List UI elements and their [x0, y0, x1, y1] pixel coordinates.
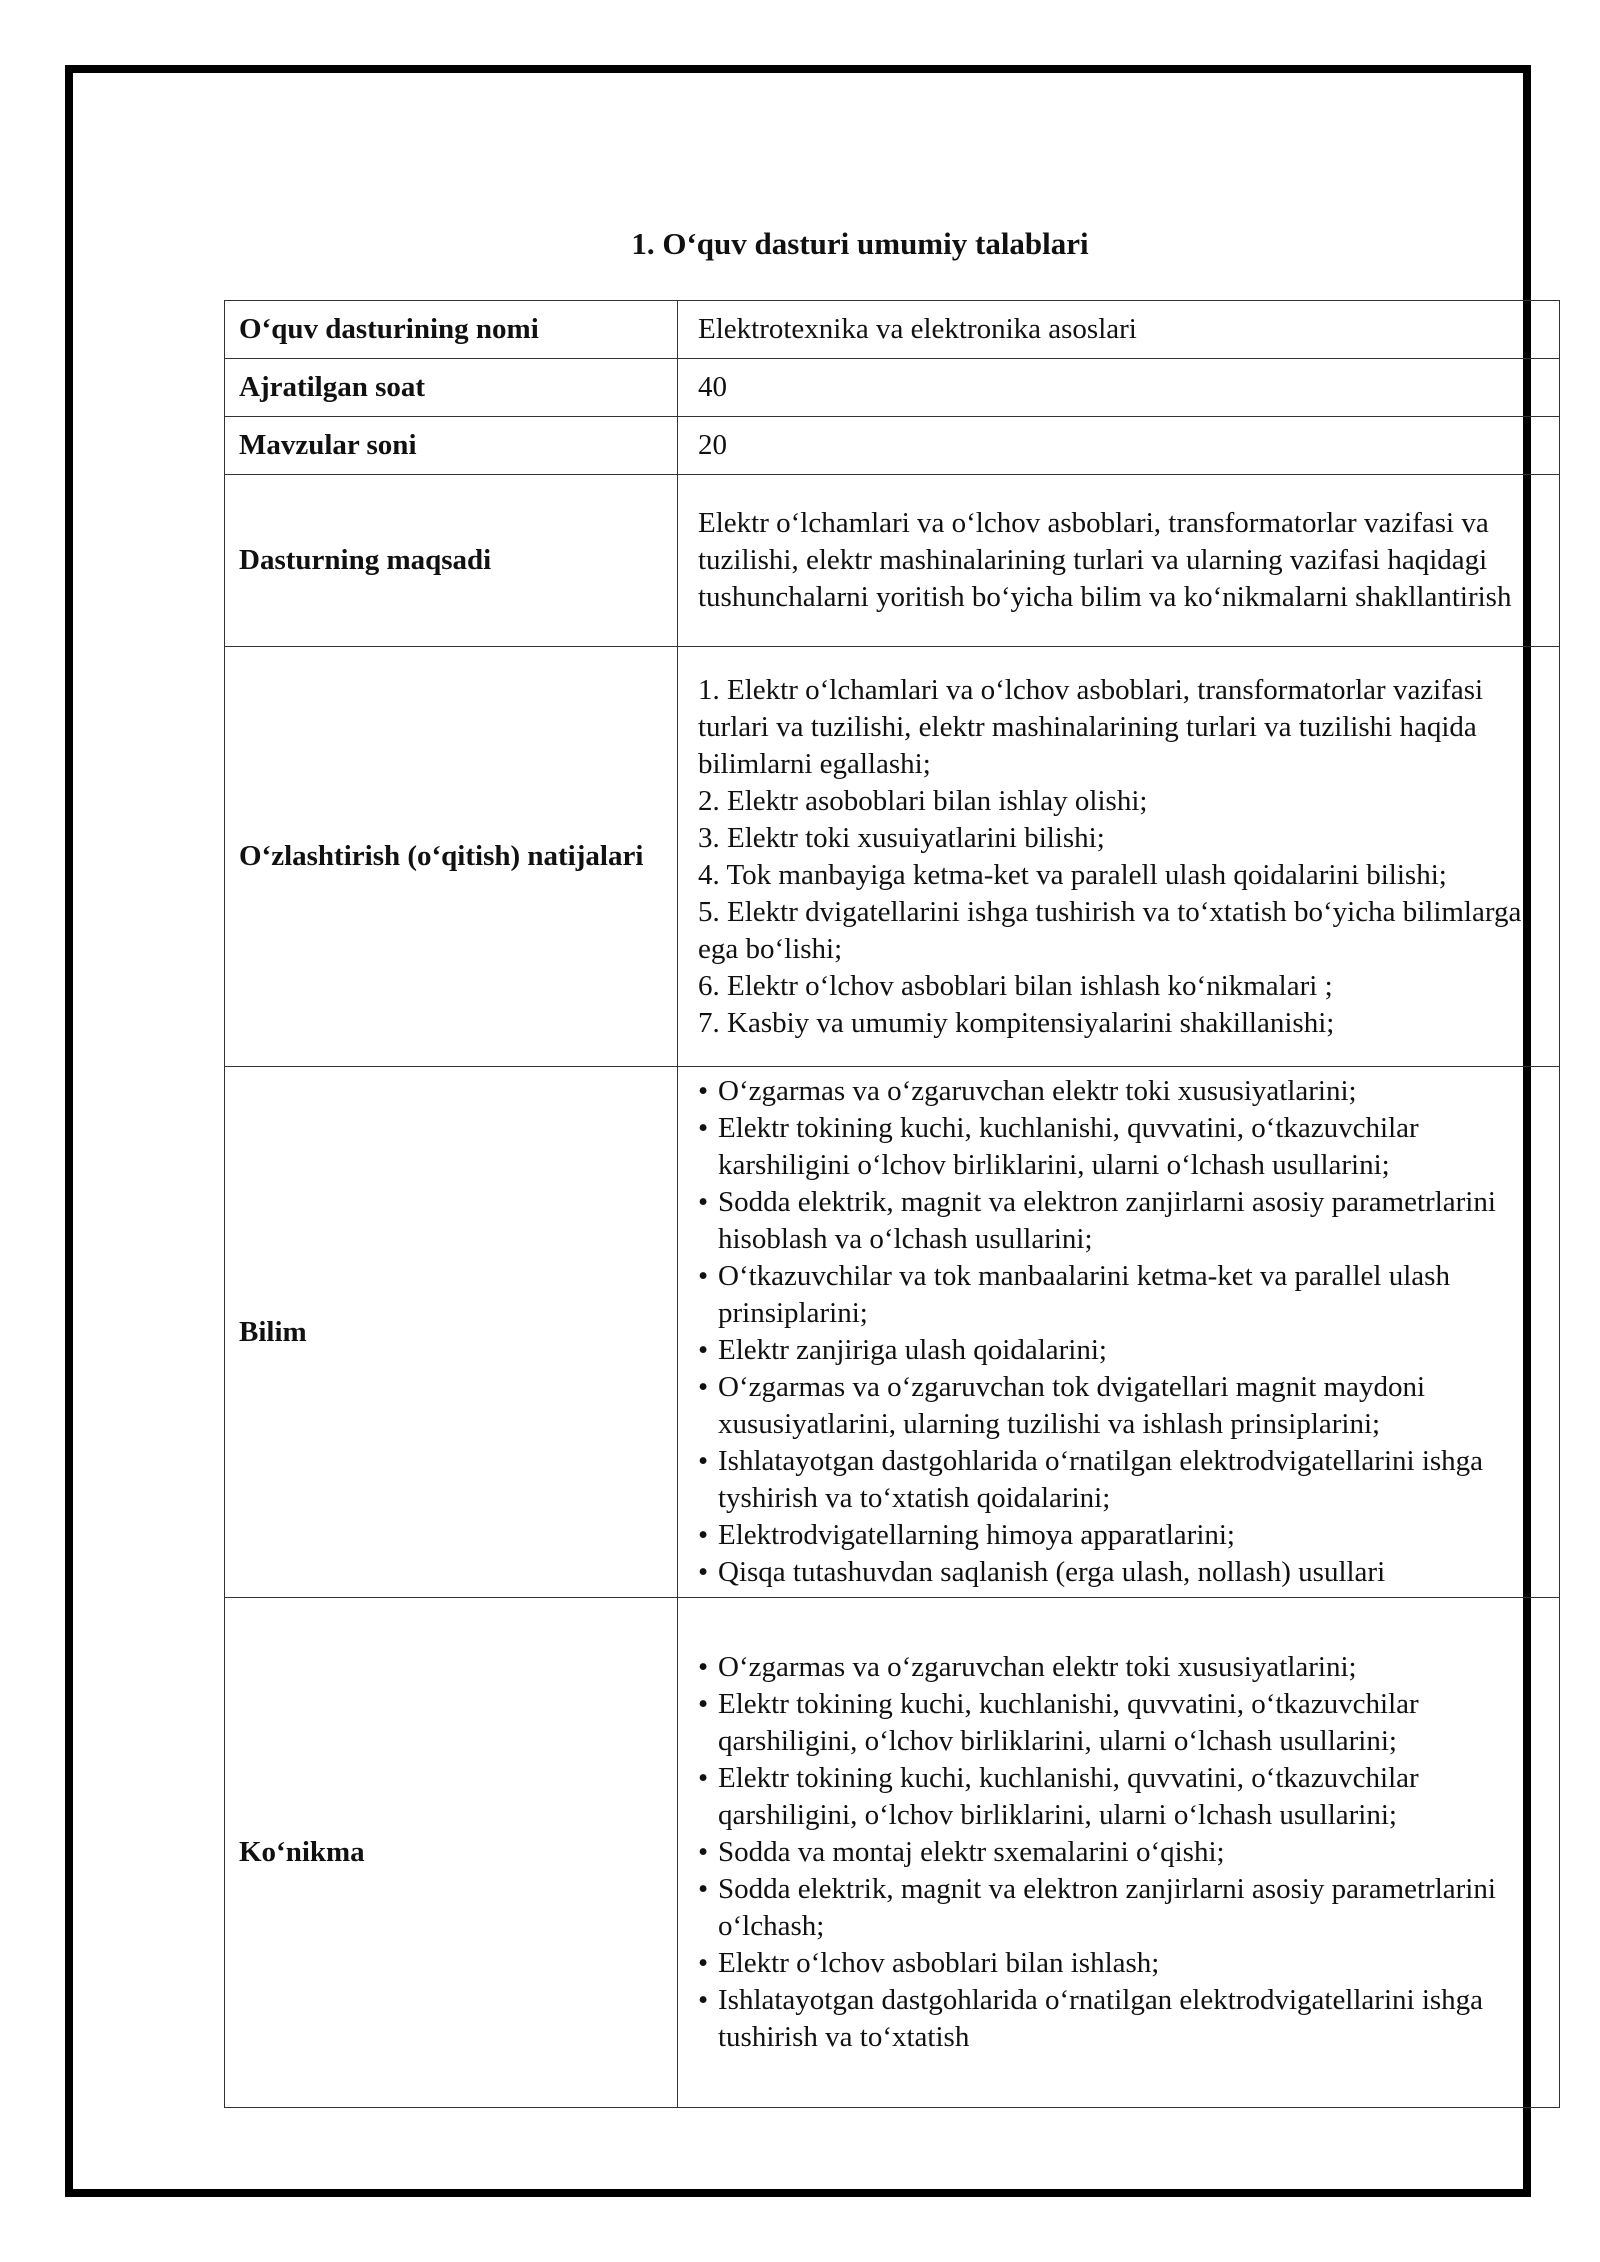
bullet-icon: • — [698, 1984, 709, 2016]
row-value: 20 — [678, 417, 1560, 475]
bullet-icon: • — [698, 1186, 709, 1218]
list-item: • Elektr tokining kuchi, kuchlanishi, quvvatini, o‘tkazuvchilar qarshiligini, o‘lchov birliklarini, ularni o‘lchash usullarini; — [698, 1688, 1419, 1757]
row-label: Mavzular soni — [225, 417, 678, 475]
bullet-icon: • — [698, 1947, 709, 1979]
results-list — [698, 672, 1539, 1042]
table-row — [225, 359, 1560, 417]
list-item: 7. Kasbiy va umumiy kompitensiyalarini shakillanishi; — [698, 1006, 1335, 1039]
row-value: Elektrotexnika va elektronika asoslari — [678, 301, 1560, 359]
list-item: • Elektr tokining kuchi, kuchlanishi, quvvatini, o‘tkazuvchilar qarshiligini, o‘lchov birliklarini, ularni o‘lchash usullarini; — [698, 1762, 1419, 1831]
row-value — [678, 1598, 1560, 2108]
bullet-icon: • — [698, 1556, 709, 1588]
list-item: • O‘tkazuvchilar va tok manbaalarini ketma-ket va parallel ulash prinsiplarini; — [698, 1260, 1450, 1329]
bullet-icon: • — [698, 1519, 709, 1551]
list-item: 2. Elektr asoboblari bilan ishlay olishi; — [698, 784, 1148, 817]
row-label: O‘zlashtirish (o‘qitish) natijalari — [225, 647, 678, 1067]
bullet-icon: • — [698, 1075, 709, 1107]
bullet-icon: • — [698, 1112, 709, 1144]
list-item: • Elektrodvigatellarning himoya apparatlarini; — [698, 1517, 1539, 1554]
bullet-icon: • — [698, 1445, 709, 1477]
list-item: 4. Tok manbayiga ketma-ket va paralell ulash qoidalarini bilishi; — [698, 858, 1447, 891]
knowledge-list — [698, 1073, 1539, 1591]
bullet-icon: • — [698, 1688, 709, 1720]
skill-list — [698, 1649, 1539, 2056]
bullet-icon: • — [698, 1873, 709, 1905]
row-label: Bilim — [225, 1067, 678, 1598]
list-item: • Sodda elektrik, magnit va elektron zanjirlarni asosiy parametrlarini hisoblash va o‘lchash usullarini; — [698, 1186, 1496, 1255]
table-row — [225, 647, 1560, 1067]
row-value — [678, 1067, 1560, 1598]
row-label: O‘quv dasturining nomi — [225, 301, 678, 359]
requirements-table — [224, 300, 1560, 2108]
list-item: • O‘zgarmas va o‘zgaruvchan elektr toki xususiyatlarini; — [698, 1073, 1539, 1110]
bullet-icon: • — [698, 1334, 709, 1366]
table-row — [225, 417, 1560, 475]
row-label: Ajratilgan soat — [225, 359, 678, 417]
list-item: • Ishlatayotgan dastgohlarida o‘rnatilgan elektrodvigatellarini ishga tyshirish va to‘xtatish qoidalarini; — [698, 1445, 1484, 1514]
row-value: Elektr o‘lchamlari va o‘lchov asboblari, transformatorlar vazifasi va tuzilishi, elektr mashinalarining turlari va ularning vazifasi haqidagi tushunchalarni yoritish bo‘yicha bilim va ko‘nikmalarni shakllantirish — [678, 475, 1560, 647]
bullet-icon: • — [698, 1762, 709, 1794]
row-value — [678, 647, 1560, 1067]
row-label: Dasturning maqsadi — [225, 475, 678, 647]
row-value: 40 — [678, 359, 1560, 417]
list-item: 3. Elektr toki xusuiyatlarini bilishi; — [698, 821, 1105, 854]
list-item: • Elektr tokining kuchi, kuchlanishi, quvvatini, o‘tkazuvchilar karshiligini o‘lchov birliklarini, ularni o‘lchash usullarini; — [698, 1112, 1419, 1181]
list-item: 1. Elektr o‘lchamlari va o‘lchov asboblari, transformatorlar vazifasi turlari va tuzilishi, elektr mashinalarining turlari va tuzilishi haqida bilimlarni egallashi; — [698, 673, 1484, 780]
list-item: 5. Elektr dvigatellarini ishga tushirish va to‘xtatish bo‘yicha bilimlarga ega bo‘lishi; — [698, 895, 1522, 965]
table-row — [225, 1067, 1560, 1598]
list-item: • Sodda elektrik, magnit va elektron zanjirlarni asosiy parametrlarini o‘lchash; — [698, 1873, 1496, 1942]
list-item: • Elektr zanjiriga ulash qoidalarini; — [698, 1332, 1539, 1369]
list-item: • Ishlatayotgan dastgohlarida o‘rnatilgan elektrodvigatellarini ishga tushirish va to‘xtatish — [698, 1984, 1484, 2053]
list-item: 6. Elektr o‘lchov asboblari bilan ishlash ko‘nikmalari ; — [698, 969, 1333, 1002]
table-row — [225, 1598, 1560, 2108]
bullet-icon: • — [698, 1836, 709, 1868]
table-row — [225, 301, 1560, 359]
bullet-icon: • — [698, 1651, 709, 1683]
row-label: Ko‘nikma — [225, 1598, 678, 2108]
table-row — [225, 475, 1560, 647]
bullet-icon: • — [698, 1371, 709, 1403]
list-item: • Qisqa tutashuvdan saqlanish (erga ulash, nollash) usullari — [698, 1554, 1539, 1591]
list-item: • O‘zgarmas va o‘zgaruvchan elektr toki xususiyatlarini; — [698, 1649, 1539, 1686]
bullet-icon: • — [698, 1260, 709, 1292]
list-item: • Elektr o‘lchov asboblari bilan ishlash; — [698, 1945, 1539, 1982]
list-item: • O‘zgarmas va o‘zgaruvchan tok dvigatellari magnit maydoni xususiyatlarini, ularning tuzilishi va ishlash prinsiplarini; — [698, 1371, 1426, 1440]
section-title: 1. O‘quv dasturi umumiy talablari — [631, 226, 1089, 261]
list-item: • Sodda va montaj elektr sxemalarini o‘qishi; — [698, 1834, 1539, 1871]
